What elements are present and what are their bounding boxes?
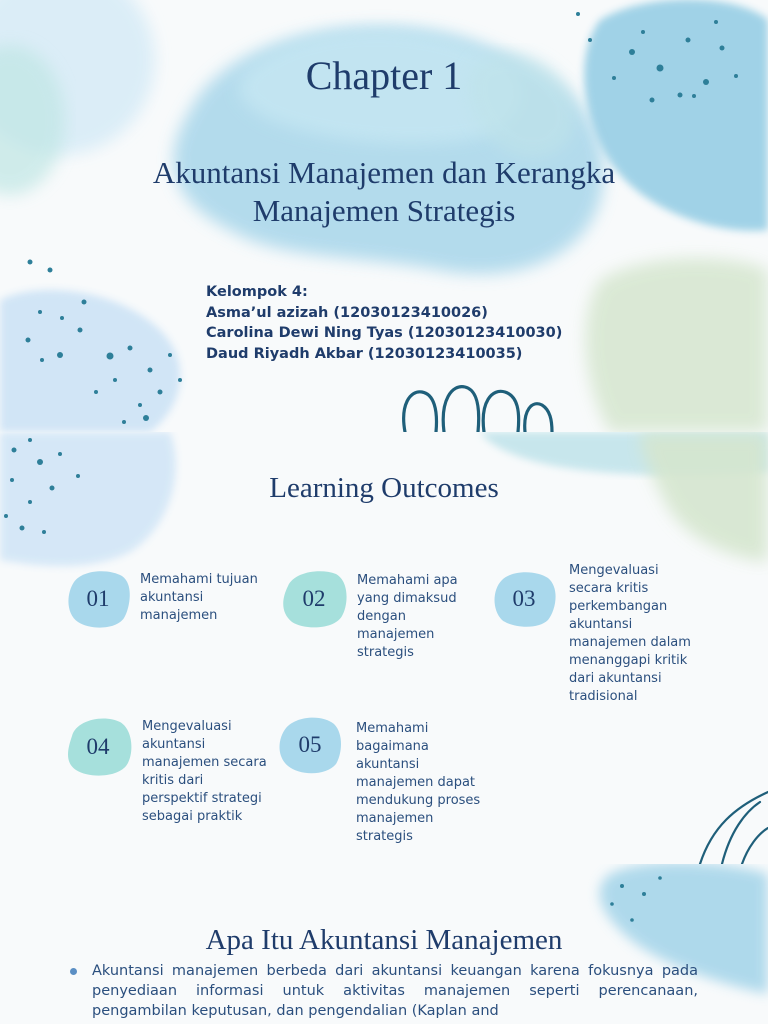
outcome-line: akuntansi bbox=[569, 617, 633, 632]
number-blob bbox=[280, 568, 348, 630]
outcome-line: manajemen bbox=[356, 811, 434, 826]
outcome-line: Memahami tujuan bbox=[140, 572, 258, 587]
outcome-line: yang dimaksud bbox=[357, 591, 457, 606]
outcome-line: dengan bbox=[357, 609, 406, 624]
number-blob bbox=[64, 716, 132, 778]
outcome-line: kritis dari bbox=[142, 773, 204, 788]
definition-slide bbox=[0, 864, 768, 1024]
slide-title bbox=[100, 154, 668, 230]
outcome-line: perspektif strategi bbox=[142, 791, 262, 806]
group-members bbox=[206, 282, 562, 364]
outcome-text bbox=[357, 572, 487, 662]
outcome-line: strategis bbox=[357, 645, 414, 660]
outcome-text bbox=[142, 718, 292, 826]
outcome-line: perkembangan bbox=[569, 599, 668, 614]
bullet-icon bbox=[70, 968, 77, 975]
outcome-number: 05 bbox=[298, 732, 322, 757]
outcome-line: menanggapi kritik bbox=[569, 653, 688, 668]
outcome-line: dari akuntansi bbox=[569, 671, 662, 686]
outcome-number: 01 bbox=[86, 586, 110, 611]
chapter-title: Chapter 1 bbox=[305, 53, 463, 98]
number-blob bbox=[64, 568, 132, 630]
number-blob bbox=[276, 714, 344, 776]
outcome-line: akuntansi bbox=[140, 590, 204, 605]
outcome-line: manajemen bbox=[140, 608, 218, 623]
slide-title-line-1: Akuntansi Manajemen dan Kerangka bbox=[152, 155, 616, 190]
outcome-number: 02 bbox=[302, 586, 326, 611]
outcome-text bbox=[356, 720, 506, 846]
outcome-line: akuntansi bbox=[142, 737, 206, 752]
outcome-line: bagaimana bbox=[356, 739, 429, 754]
definition-bullet: Akuntansi manajemen berbeda dari akuntansi keuangan karena fokusnya pada penyediaan informasi untuk aktivitas manajemen seperti perencanaan, pengambilan keputusan, dan pengendalian (Kaplan and bbox=[92, 963, 698, 1019]
outcome-text bbox=[569, 562, 719, 706]
outcome-number: 04 bbox=[86, 734, 110, 759]
number-blob bbox=[490, 568, 558, 630]
title-slide bbox=[0, 0, 768, 432]
outcome-line: manajemen dapat bbox=[356, 775, 476, 790]
member-2: Carolina Dewi Ning Tyas (12030123410030) bbox=[206, 325, 563, 341]
learning-outcomes-slide bbox=[0, 432, 768, 864]
outcome-line: tradisional bbox=[569, 689, 638, 704]
outcome-line: mendukung proses bbox=[356, 793, 481, 808]
outcome-line: manajemen secara bbox=[142, 755, 267, 770]
outcome-number: 03 bbox=[512, 586, 536, 611]
definition-title: Apa Itu Akuntansi Manajemen bbox=[205, 924, 563, 956]
outcome-line: manajemen dalam bbox=[569, 635, 691, 650]
learning-outcomes-title: Learning Outcomes bbox=[269, 472, 499, 504]
outcome-line: strategis bbox=[356, 829, 413, 844]
group-label: Kelompok 4: bbox=[206, 284, 308, 300]
outcome-line: manajemen bbox=[357, 627, 435, 642]
outcome-line: Mengevaluasi bbox=[142, 719, 232, 734]
slide-title-line-2: Manajemen Strategis bbox=[252, 193, 516, 228]
outcome-line: Memahami apa bbox=[357, 573, 458, 588]
outcome-line: Memahami bbox=[356, 721, 429, 736]
outcome-line: sebagai praktik bbox=[142, 809, 243, 824]
member-3: Daud Riyadh Akbar (12030123410035) bbox=[206, 345, 523, 362]
outcome-line: secara kritis bbox=[569, 581, 649, 596]
outcome-text bbox=[140, 571, 280, 625]
member-1: Asma’ul azizah (12030123410026) bbox=[206, 304, 488, 321]
outcome-line: akuntansi bbox=[356, 757, 420, 772]
outcome-line: Mengevaluasi bbox=[569, 563, 659, 578]
